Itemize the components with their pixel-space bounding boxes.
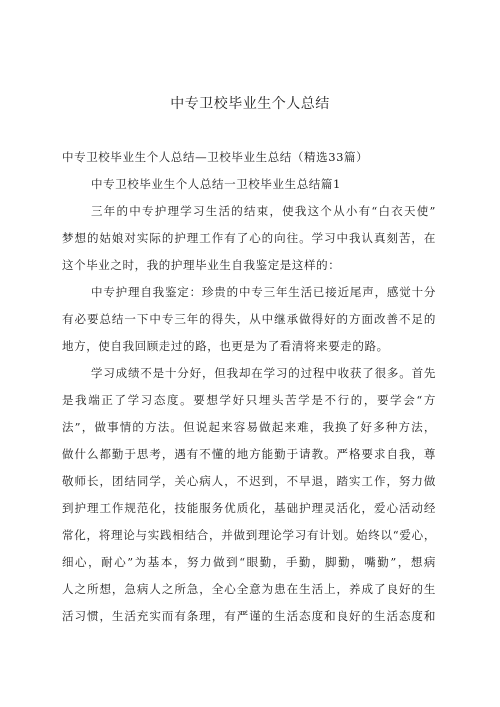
paragraph-line: 细心，耐心”为基本，努力做到“眼勤，手勤，脚勤，嘴勤”，想病 xyxy=(62,555,436,569)
section-heading: 中专卫校毕业生个人总结一卫校毕业生总结篇1 xyxy=(91,177,341,191)
paragraph-line: 活习惯，生活充实而有条理，有严谨的生活态度和良好的生活态度和 xyxy=(62,609,436,623)
paragraph-line: 常化，将理论与实践相结合，并做到理论学习有计划。始终以“爱心， xyxy=(62,528,436,542)
paragraph-line: 地方，使自我回顾走过的路，也更是为了看清将来要走的路。 xyxy=(62,339,389,353)
paragraph-line: 梦想的姑娘对实际的护理工作有了心的向往。学习中我认真刻苦，在 xyxy=(62,231,436,245)
paragraph-line: 到护理工作规范化，技能服务优质化，基础护理灵活化，爱心活动经 xyxy=(62,501,436,515)
document-title: 中专卫校毕业生个人总结 xyxy=(170,96,330,112)
paragraph-line: 三年的中专护理学习生活的结束，使我这个从小有“白衣天使” xyxy=(91,204,436,218)
paragraph-line: 敬师长，团结同学，关心病人，不迟到，不早退，踏实工作，努力做 xyxy=(62,474,436,488)
paragraph-line: 人之所想，急病人之所急，全心全意为患在生活上，养成了良好的生 xyxy=(62,582,436,596)
paragraph-line: 这个毕业之时，我的护理毕业生自我鉴定是这样的： xyxy=(62,258,341,272)
paragraph-line: 学习成绩不是十分好，但我却在学习的过程中收获了很多。首先 xyxy=(91,366,436,380)
paragraph-line: 法”，做事情的方法。但说起来容易做起来难，我换了好多种方法， xyxy=(62,420,436,434)
paragraph-line: 是我端正了学习态度。要想学好只埋头苦学是不行的，要学会“方 xyxy=(62,393,436,407)
paragraph-line: 做什么都勤于思考，遇有不懂的地方能勤于请教。严格要求自我，尊 xyxy=(62,447,436,461)
paragraph-line: 中专护理自我鉴定：珍贵的中专三年生活已接近尾声，感觉十分 xyxy=(91,285,436,299)
paragraph-line: 有必要总结一下中专三年的得失，从中继承做得好的方面改善不足的 xyxy=(62,312,436,326)
document-subtitle: 中专卫校毕业生个人总结—卫校毕业生总结（精选33篇） xyxy=(62,150,369,164)
